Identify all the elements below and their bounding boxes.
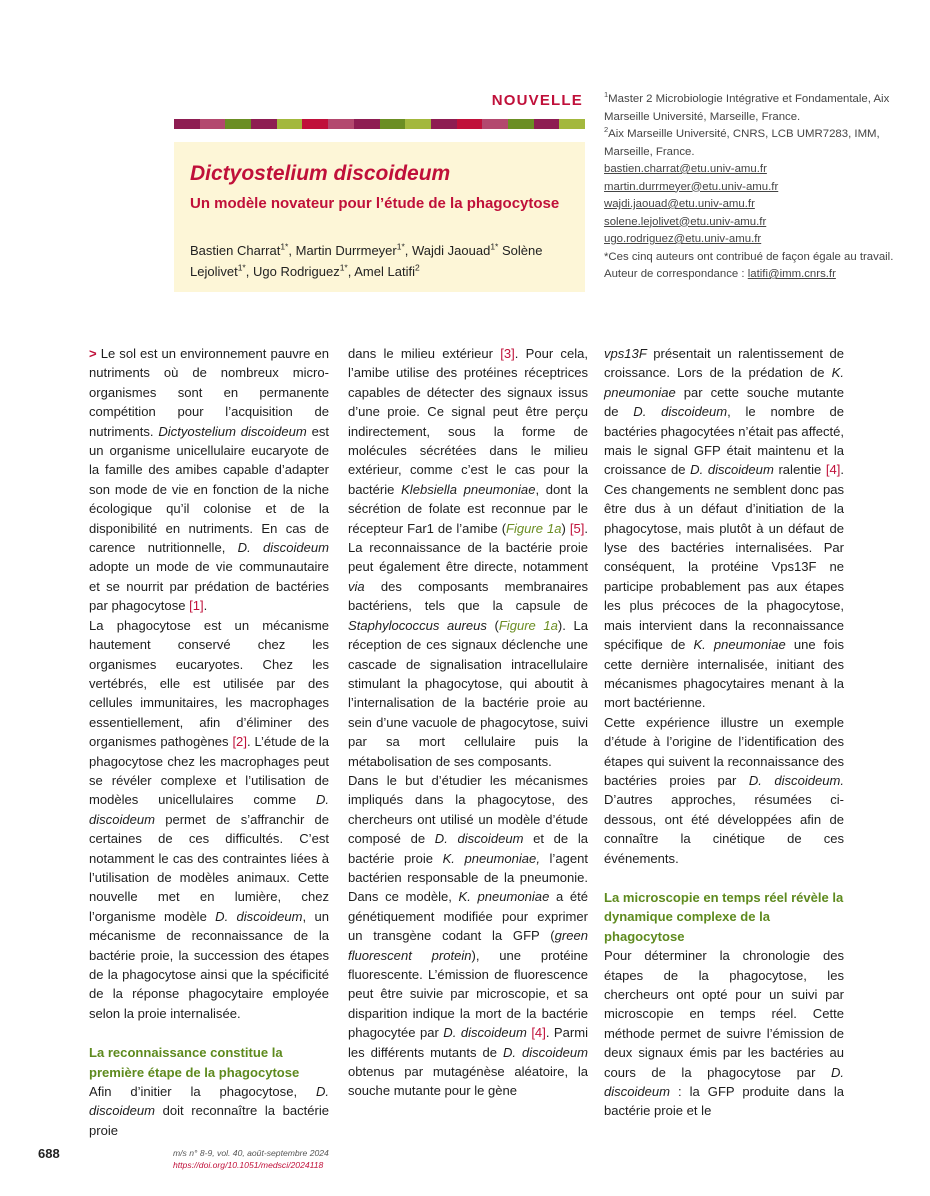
text-run: , dont la sécrétion de folate est reconnue par le récepteur Far1 de l’amibe ( [348, 481, 588, 536]
author-affiliation-marker: 1* [339, 262, 348, 273]
stripe-segment [380, 119, 406, 129]
section-heading: La microscopie en temps réel révèle la dynamique complexe de la phagocytose [604, 889, 844, 944]
text-run: , un mécanisme de reconnaissance de la bactérie proie, la succession des étapes de la phagocytose ainsi que la spécificité de la réponse phagocytaire employée selon la proie internalisée. [89, 908, 329, 1021]
text-run: ) [561, 520, 570, 536]
text-run: par cette souche mutante de [604, 384, 844, 420]
paragraph [348, 771, 588, 1101]
italic-text: K. pneumoniae [458, 889, 550, 905]
text-run: . L’étude de la phagocytose chez les macrophages peut se révéler complexe et l’utilisation de modèles unicellulaires comme [89, 734, 330, 808]
text-run: l’agent bactérien responsable de la pneumonie. Dans ce modèle, [348, 850, 588, 905]
text-run: ). La réception de ces signaux déclenche une cascade de signalisation intracellulaire stimulant la phagocytose, qui aboutit à l’internalisation de la bactérie proie au sein d’une vacuole de phagocytose, suivi par sa mort cellulaire puis la métabolisation de ses composants. [348, 617, 588, 769]
author-affiliation-marker: 1* [490, 241, 499, 252]
stripe-segment [508, 119, 534, 129]
paragraph [89, 1082, 329, 1140]
article-subtitle: Un modèle novateur pour l’étude de la phagocytose [190, 195, 560, 212]
stripe-segment [431, 119, 457, 129]
reference-link[interactable]: [4] [825, 462, 841, 478]
text-run: est un organisme unicellulaire eucaryote de la famille des amibes capable d’adapter son mode de vie en fonction de la niche écologique qu’il colonise et de la disponibilité en nutriments. En cas de carence nutritionnelle, [89, 423, 329, 556]
text-run: adopte un mode de vie communautaire et se nourrit par prédation de bactéries par phagocytose [89, 559, 329, 614]
italic-text: D. discoideum [690, 462, 774, 478]
affiliation-1-text: Master 2 Microbiologie Intégrative et Fondamentale, Aix Marseille Université, Marseille, France. [604, 93, 890, 123]
text-run: Dans le but d’étudier les mécanismes impliqués dans la phagocytose, des chercheurs ont utilisé un modèle d’étude composé de [348, 772, 588, 847]
decorative-color-stripe [174, 119, 585, 129]
paragraph [604, 946, 844, 1121]
author-name: Solène Lejolivet [190, 243, 543, 279]
text-run: . Ces changements ne semblent donc pas être dus à un défaut d’initiation de la phagocytose, mais plutôt à un défaut de lyse des bactéries internalisées. Par conséquent, la protéine Vps13F ne participe probablement pas aux étapes les plus précoces de la phagocytose, mais intervient dans la reconnaissance spécifique de [604, 462, 845, 653]
italic-text: D. discoideum [237, 540, 329, 556]
italic-text: D. discoideum [215, 908, 303, 924]
paragraph-text [89, 346, 329, 613]
reference-link[interactable]: [5] [569, 520, 585, 536]
author-separator: , [347, 263, 355, 279]
italic-text: D. discoideum [604, 1064, 844, 1100]
reference-link[interactable]: [4] [531, 1025, 546, 1041]
text-run: Afin d’initier la phagocytose, [89, 1084, 316, 1100]
figure-link[interactable]: Figure 1a [498, 617, 558, 633]
text-run: des composants membranaires bactériens, tels que la capsule de [348, 578, 588, 614]
article-title: Dictyostelium discoideum [190, 162, 451, 185]
author-separator: , [288, 243, 296, 258]
italic-text: D. discoideum [502, 1044, 588, 1060]
stripe-segment [174, 119, 200, 129]
italic-text: K. pneumoniae [693, 637, 786, 653]
paragraph [604, 713, 844, 868]
text-run: . Parmi les différents mutants de [348, 1025, 589, 1060]
affiliations [604, 91, 924, 284]
stripe-segment [559, 119, 585, 129]
text-run: La phagocytose est un mécanisme hautement conservé chez les organismes eucaryotes. Chez les vertébrés, elle est utilisée par des cellules immunitaires, les macrophages essentiellement, afin d’éliminer des organismes pathogènes [89, 617, 329, 750]
author-affiliation-marker: 1* [237, 262, 246, 273]
paragraph [89, 344, 329, 616]
text-column-1 [89, 344, 329, 1140]
stripe-segment [482, 119, 508, 129]
author-separator: , [404, 243, 413, 258]
reference-link[interactable]: [2] [232, 734, 247, 750]
text-run: . Pour cela, l’amibe utilise des protéines réceptrices capables de détecter des signaux issus d’une proie. Ce signal peut être perçu indirectement, sous la forme de molécules sécrétées dans le milieu extérieur, comme c’est le cas pour la bactérie [348, 346, 588, 497]
author-name: Amel Latifi [354, 263, 415, 279]
affiliation-2 [604, 126, 924, 161]
text-column-2 [348, 344, 588, 1101]
italic-text: D. discoideum [89, 792, 329, 827]
stripe-segment [328, 119, 354, 129]
italic-text: D. discoideum [434, 831, 524, 847]
page-number: 688 [38, 1146, 60, 1161]
text-run: obtenus par mutagénèse aléatoire, la souche mutante pour le gène [348, 1064, 588, 1099]
author-affiliation-marker: 2 [414, 262, 420, 273]
figure-link[interactable]: Figure 1a [506, 520, 562, 536]
text-run: et de la bactérie proie [348, 831, 588, 866]
italic-text: D. discoideum. [748, 772, 844, 788]
text-run: ( [486, 617, 499, 633]
italic-text: Staphylococcus aureus [348, 617, 487, 633]
text-run: D’autres approches, résumées ci-dessous, ont été développées afin de connaître la cinétique de ces événements. [604, 792, 844, 866]
stripe-segment [302, 119, 328, 129]
text-run: : la GFP produite dans la bactérie proie et le [604, 1084, 844, 1119]
stripe-segment [534, 119, 560, 129]
author-name: Ugo Rodriguez [252, 263, 340, 279]
text-run: . La reconnaissance de la bactérie proie peut également être directe, notamment [348, 520, 588, 575]
author-name: Wajdi Jaouad [412, 243, 491, 258]
text-run: ), une protéine fluorescente. L’émission de fluorescence peut être suivie par microscopie, et sa disparition indique la mort de la bactérie phagocytée par [348, 947, 588, 1041]
correspondence-line [604, 266, 924, 284]
author-name: Martin Durrmeyer [295, 243, 397, 258]
author-affiliation-marker: 1* [280, 241, 289, 252]
text-run: . [203, 598, 208, 614]
correspondence-label: Auteur de correspondance : [604, 268, 748, 280]
text-run: doit reconnaître la bactérie proie [89, 1103, 329, 1138]
equal-contribution-note: *Ces cinq auteurs ont contribué de façon égale au travail. [604, 250, 894, 263]
author-separator: , [245, 263, 253, 279]
text-run: , le nombre de bactéries phagocytées n’était pas affecté, mais le signal GFP était maintenu et la croissance de [604, 404, 844, 478]
italic-text: K. pneumoniae [604, 365, 844, 400]
italic-text: Klebsiella pneumoniae [401, 481, 536, 497]
email-link[interactable]: solene.lejolivet@etu.univ-amu.fr [604, 215, 767, 228]
italic-text: K. pneumoniae, [442, 850, 540, 866]
affiliation-2-text: Aix Marseille Université, CNRS, LCB UMR7283, IMM, Marseille, France. [604, 128, 880, 158]
italic-text: Dictyostelium discoideum [158, 423, 307, 439]
paragraph [89, 616, 329, 1024]
text-run: a été génétiquement modifiée pour exprimer un transgène codant la GFP ( [348, 889, 588, 944]
italic-text: D. discoideum [443, 1025, 527, 1041]
text-run: Pour déterminer la chronologie des étapes de la phagocytose, les chercheurs ont opté pour un suivi par microscopie en temps réel. Cette méthode permet de suivre l’émission de deux signaux émis par les bactéries au cours de la phagocytose par [604, 948, 844, 1080]
stripe-segment [200, 119, 226, 129]
stripe-segment [225, 119, 251, 129]
stripe-segment [251, 119, 277, 129]
text-column-3 [604, 344, 844, 1121]
email-link[interactable]: wajdi.jaouad@etu.univ-amu.fr [604, 198, 755, 210]
stripe-segment [405, 119, 431, 129]
text-run: Cette expérience illustre un exemple d’étude à l’origine de l’identification des étapes qui suivent la reconnaissance des bactéries proies par [604, 714, 844, 788]
correspondence-email-link[interactable]: latifi@imm.cnrs.fr [747, 268, 836, 280]
affiliation-1 [604, 91, 924, 126]
stripe-segment [277, 119, 303, 129]
author-list [190, 241, 575, 282]
italic-text: D. discoideum [89, 1084, 329, 1119]
text-run: ralentie [773, 462, 826, 478]
email-link[interactable]: bastien.charrat@etu.univ-amu.fr [604, 163, 767, 175]
lead-marker: > [89, 346, 97, 361]
section-rubric: NOUVELLE [491, 92, 583, 109]
stripe-segment [354, 119, 380, 129]
journal-citation: m/s n° 8-9, vol. 40, août-septembre 2024 [173, 1148, 329, 1158]
email-link[interactable]: ugo.rodriguez@etu.univ-amu.fr [604, 233, 762, 245]
author-affiliation-marker: 1* [396, 241, 405, 252]
italic-text: vps13F [604, 346, 647, 361]
text-run: dans le milieu extérieur [348, 346, 501, 361]
italic-text: D. discoideum [633, 404, 728, 420]
italic-text: via [348, 578, 365, 594]
affiliation-1-marker: 1 [604, 90, 609, 100]
doi-link[interactable]: https://doi.org/10.1051/medsci/2024118 [173, 1160, 324, 1170]
reference-link[interactable]: [1] [189, 598, 204, 614]
email-link[interactable]: martin.durrmeyer@etu.univ-amu.fr [604, 180, 779, 193]
paragraph [348, 344, 588, 771]
author-name: Bastien Charrat [190, 243, 281, 258]
text-run: Le sol est un environnement pauvre en nutriments où de nombreux micro-organismes sont en permanente compétition pour l’acquisition de nutriments. [89, 346, 329, 439]
text-run: une fois cette dernière internalisée, initiant des mécanismes phagocytaires menant à la mort bactérienne. [604, 637, 844, 711]
affiliation-2-marker: 2 [604, 125, 609, 135]
italic-text: green fluorescent protein [348, 928, 588, 963]
text-run: présentait un ralentissement de croissance. Lors de la prédation de [604, 346, 844, 381]
reference-link[interactable]: [3] [500, 346, 515, 361]
section-heading: La reconnaissance constitue la première étape de la phagocytose [89, 1045, 300, 1080]
paragraph [604, 344, 844, 713]
stripe-segment [457, 119, 483, 129]
text-run: permet de s’affranchir de certaines de ces difficultés. C’est notamment le cas des contraintes liées à l’utilisation de modèles animaux. Cette nouvelle met en lumière, chez l’organisme modèle [89, 811, 329, 924]
